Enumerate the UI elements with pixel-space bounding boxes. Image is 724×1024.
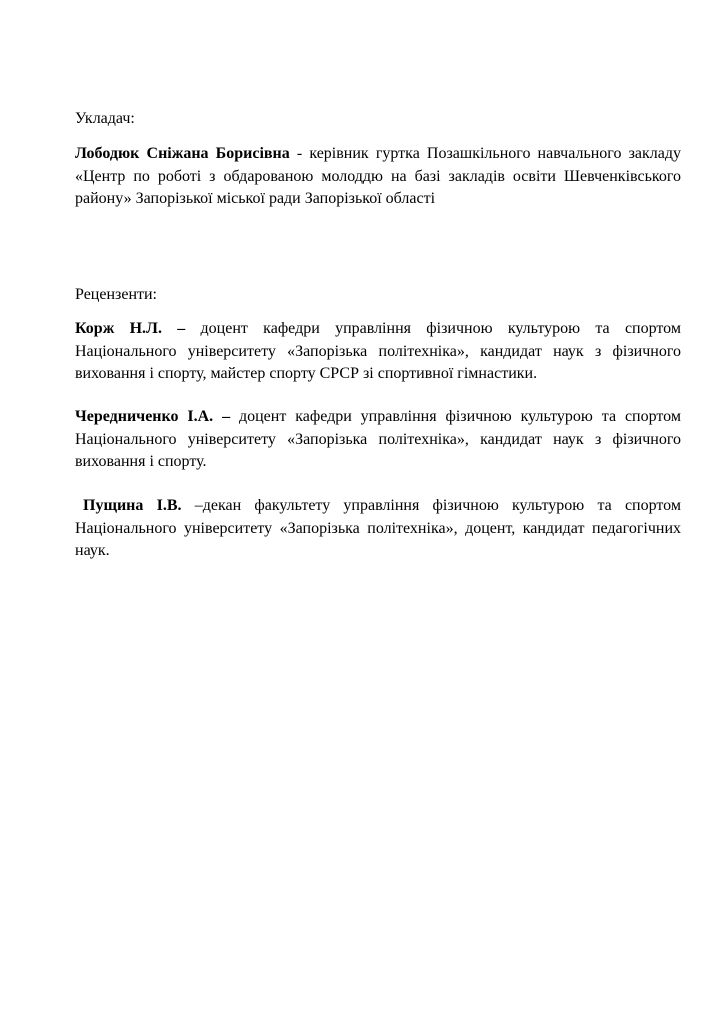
reviewers-label: Рецензенти: <box>75 286 157 303</box>
reviewer-name-2: Чередниченко І.А. – <box>75 408 231 425</box>
reviewer-paragraph-1 <box>75 318 681 386</box>
reviewer-name-1: Корж Н.Л. – <box>75 320 186 337</box>
reviewer-description-1: доцент кафедри управління фізичною культурою та спортом Національного університету «Запорізька політехніка», кандидат наук з фізичного виховання і спорту, майстер спорту СРСР зі спортивної гімнастики. <box>75 320 681 382</box>
reviewer-paragraph-3 <box>75 495 681 563</box>
compiler-label: Укладач: <box>75 110 135 127</box>
reviewer-description-2: доцент кафедри управління фізичною культурою та спортом Національного університету «Запорізька політехніка», кандидат наук з фізичного виховання і спорту. <box>75 408 682 470</box>
compiler-description: - керівник гуртка Позашкільного навчального закладу «Центр по роботі з обдарованою молоддю на базі закладів освіти Шевченківського району» Запорізької міської ради Запорізької області <box>75 145 681 207</box>
reviewer-paragraph-2 <box>75 406 681 474</box>
compiler-name: Лободюк Сніжана Борисівна <box>75 145 290 162</box>
reviewer-name-3: Пущина І.В. <box>83 497 182 514</box>
reviewer-description-3: –декан факультету управління фізичною культурою та спортом Національного університету «Запорізька політехніка», доцент, кандидат педагогічних наук. <box>75 497 681 559</box>
compiler-paragraph <box>75 143 681 211</box>
